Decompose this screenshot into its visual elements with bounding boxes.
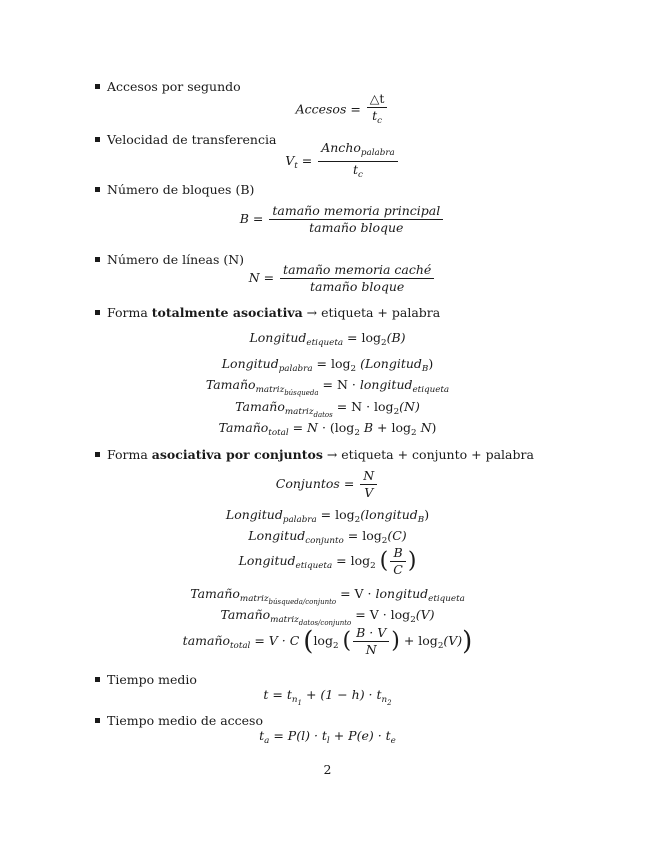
- equation-tamano-total: Tamaño$_{total}$ = $N \cdot (\log_2$ $B + \log_2 N$): [218, 420, 437, 438]
- equation-accesos: Accesos = $\frac{\triangle t}{t_c}$: [0, 92, 655, 128]
- equation-longitud-conjunto: Longitud$_{conjunto}$ = $\log_2(C)$: [248, 528, 407, 546]
- bullet-asociativa-conjuntos: Forma asociativa por conjuntos → etiqueta + conjunto + palabra: [95, 447, 534, 462]
- equation-longitud-palabra: Longitud$_{palabra}$ = $\log_2$ (Longitud$_B$): [221, 356, 434, 374]
- eq-lhs: Accesos: [295, 101, 347, 117]
- bullet-icon: [95, 187, 100, 192]
- equation-longitud-etiqueta: Longitud$_{etiqueta}$ = $\log_2(B)$: [249, 330, 406, 348]
- equation-lineas: N = $\frac{\text{tamaño memoria caché}}{\text{tamaño bloque}}$: [0, 263, 655, 294]
- bullet-icon: [95, 84, 100, 89]
- bullet-tiempo-acceso: [95, 713, 263, 728]
- equation-longitud-palabra-conj: Longitud$_{palabra}$ = $\log_2(longitud_B)$: [225, 507, 430, 525]
- bullet-text: Número de líneas (N): [107, 252, 245, 267]
- equation-longitud-etiqueta-conj: Longitud$_{etiqueta}$ = $\log_2$ ( $\frac{B}{C}$ ): [238, 545, 417, 577]
- bullet-text: Velocidad de transferencia: [107, 132, 277, 147]
- page-number: 2: [323, 762, 332, 777]
- bullet-icon: [95, 310, 100, 315]
- bullet-bloques: [95, 182, 254, 197]
- bullet-text: Tiempo medio: [107, 672, 197, 687]
- bullet-icon: [95, 718, 100, 723]
- bullet-text: Accesos por segundo: [107, 79, 241, 94]
- equation-conjuntos: Conjuntos = $\frac{N}{V}$: [0, 469, 655, 500]
- bullet-icon: [95, 452, 100, 457]
- equation-tiempo-acceso: $t_a = P(l) \cdot t_l + P(e) \cdot t_e$: [259, 728, 396, 746]
- equation-tamano-matriz-busqueda-conj: Tamaño$_{matriz_{búsqueda/conjunto}}$ = V · longitud$_{etiqueta}$: [190, 586, 465, 606]
- bullet-icon: [95, 257, 100, 262]
- equation-bloques: B = $\frac{\text{tamaño memoria principal}}{\text{tamaño bloque}}$: [0, 204, 655, 235]
- equation-tamano-matriz-datos-conj: Tamaño$_{matriz_{datos/conjunto}}$ = $V \cdot \log_2(V)$: [220, 607, 435, 627]
- fraction-denominator: $t_c$: [372, 108, 383, 126]
- bullet-text: Número de bloques (B): [107, 182, 255, 197]
- fraction-numerator: △t: [367, 92, 388, 108]
- equation-velocidad: $V_t$ = $\frac{Ancho_{palabra}}{t_c}$: [0, 141, 655, 182]
- fraction: [367, 92, 388, 128]
- bullet-totalmente-asociativa: Forma totalmente asociativa → etiqueta + palabra: [95, 305, 440, 320]
- fraction: $\frac{\text{tamaño memoria principal}}{\text{tamaño bloque}}$: [269, 204, 443, 235]
- equation-tamano-total-conj: tamaño$_{total}$ = V · C ($\log_2$ ( $\frac{B \cdot V}{N}$ ) + $\log_2(V)$): [182, 625, 473, 657]
- bullet-text: Tiempo medio de acceso: [107, 713, 263, 728]
- equation-tamano-matriz-datos: Tamaño$_{matriz_{datos}}$ = $N \cdot \log_2(N)$: [235, 399, 420, 419]
- equation-tiempo-medio: $t = t_{n_1} + (1 - h) \cdot t_{n_2}$: [263, 687, 392, 707]
- fraction: $\frac{N}{V}$: [360, 469, 377, 500]
- fraction: $\frac{Ancho_{palabra}}{t_c}$: [318, 141, 398, 182]
- fraction: $\frac{\text{tamaño memoria caché}}{\text{tamaño bloque}}$: [280, 263, 434, 294]
- bullet-tiempo-medio: [95, 672, 197, 687]
- bullet-icon: [95, 677, 100, 682]
- equation-tamano-matriz-busqueda: Tamaño$_{matriz_{búsqueda}}$ = N · longitud$_{etiqueta}$: [205, 377, 450, 397]
